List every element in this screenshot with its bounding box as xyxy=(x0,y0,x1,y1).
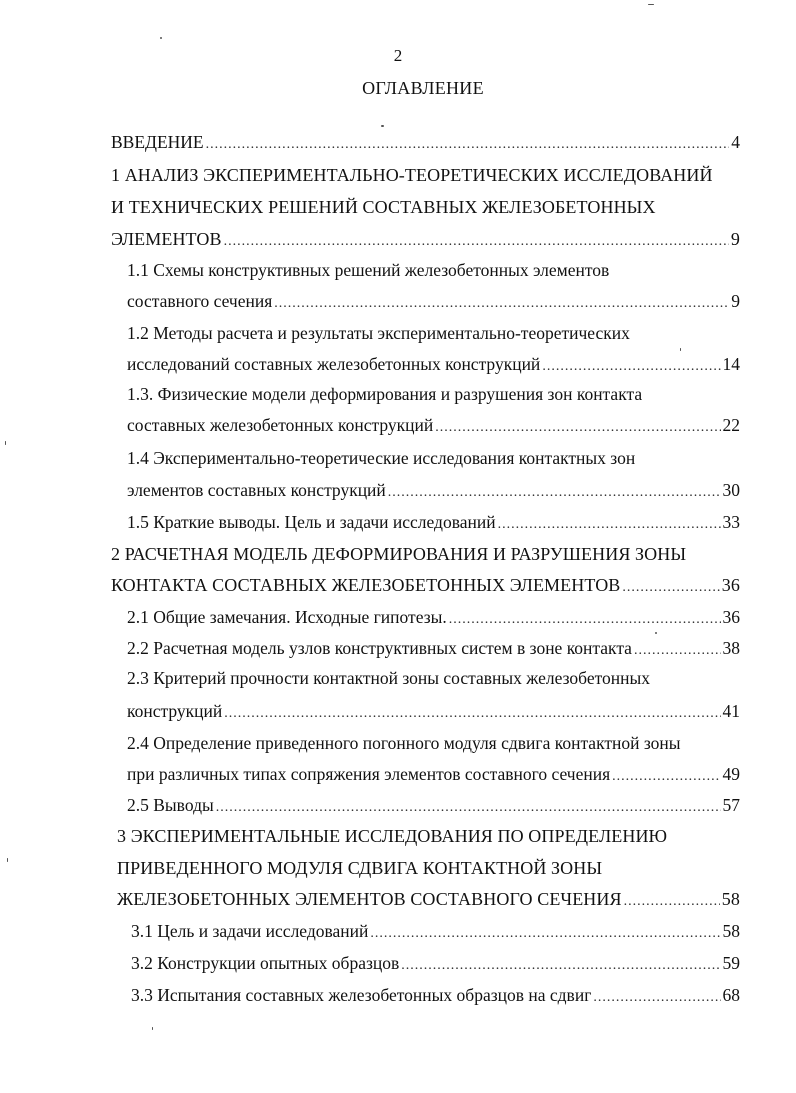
toc-entry xyxy=(131,952,740,977)
toc-entry xyxy=(117,857,602,879)
toc-entry-title: 1.5 Краткие выводы. Цель и задачи исследований xyxy=(127,512,496,532)
dot-leader xyxy=(542,356,720,378)
toc-entry-page: 58 xyxy=(721,889,740,909)
toc-entry xyxy=(127,732,681,754)
toc-entry-title: 1.1 Схемы конструктивных решений железобетонных элементов xyxy=(127,260,610,280)
toc-entry-title: 2.1 Общие замечания. Исходные гипотезы. xyxy=(127,607,447,627)
toc-entry-page: 4 xyxy=(731,132,740,152)
dot-leader xyxy=(388,482,721,504)
toc-entry xyxy=(127,290,740,315)
toc-entry-title: 3.1 Цель и задачи исследований xyxy=(131,921,369,941)
toc-entry-title: 2.4 Определение приведенного погонного модуля сдвига контактной зоны xyxy=(127,733,681,753)
toc-entry-title: 1 АНАЛИЗ ЭКСПЕРИМЕНТАЛЬНО-ТЕОРЕТИЧЕСКИХ ИССЛЕДОВАНИЙ xyxy=(111,165,713,185)
toc-entry xyxy=(127,479,740,504)
toc-entry-page: 49 xyxy=(722,764,740,784)
toc-entry xyxy=(127,606,740,631)
scan-speck xyxy=(648,4,654,5)
toc-entry xyxy=(111,131,740,156)
toc-entry xyxy=(127,511,740,536)
dot-leader xyxy=(206,134,730,156)
toc-entry xyxy=(131,984,740,1009)
toc-entry xyxy=(127,322,630,344)
toc-entry-title: 2.2 Расчетная модель узлов конструктивных систем в зоне контакта xyxy=(127,638,632,658)
toc-entry-page: 22 xyxy=(722,415,740,435)
scan-speck xyxy=(381,125,384,127)
scan-speck xyxy=(5,441,6,445)
toc-entry-page: 9 xyxy=(730,229,740,249)
toc-entry-title: 1.3. Физические модели деформирования и разрушения зон контакта xyxy=(127,384,643,404)
page-title: ОГЛАВЛЕНИЕ xyxy=(362,78,484,98)
toc-entry xyxy=(111,164,713,186)
toc-entry-title: составных железобетонных конструкций xyxy=(127,415,434,435)
toc-entry-title: 1.4 Экспериментально-теоретические исследования контактных зон xyxy=(127,448,636,468)
toc-entry xyxy=(127,763,740,788)
toc-entry-title: ПРИВЕДЕННОГО МОДУЛЯ СДВИГА КОНТАКТНОЙ ЗОНЫ xyxy=(117,858,603,878)
toc-entry-page: 30 xyxy=(722,480,740,500)
toc-entry-title: составного сечения xyxy=(127,291,273,311)
scan-speck xyxy=(655,632,657,634)
toc-entry-page: 68 xyxy=(722,985,740,1005)
toc-entry-title: конструкций xyxy=(127,701,223,721)
toc-entry-page: 36 xyxy=(721,575,740,595)
toc-entry xyxy=(127,637,740,662)
toc-entry-title: И ТЕХНИЧЕСКИХ РЕШЕНИЙ СОСТАВНЫХ ЖЕЛЕЗОБЕТОННЫХ xyxy=(111,197,656,217)
scan-speck xyxy=(152,1027,153,1030)
toc-entry xyxy=(111,574,740,599)
toc-entry-page: 38 xyxy=(722,638,740,658)
toc-entry-title: ЖЕЛЕЗОБЕТОННЫХ ЭЛЕМЕНТОВ СОСТАВНОГО СЕЧЕНИЯ xyxy=(117,889,622,909)
dot-leader xyxy=(593,987,720,1009)
dot-leader xyxy=(498,514,721,536)
dot-leader xyxy=(449,609,721,631)
toc-entry-title: КОНТАКТА СОСТАВНЫХ ЖЕЛЕЗОБЕТОННЫХ ЭЛЕМЕНТОВ xyxy=(111,575,621,595)
scan-speck xyxy=(160,37,162,39)
dot-leader xyxy=(435,417,720,439)
scan-speck xyxy=(7,858,8,862)
toc-entry-title: элементов составных конструкций xyxy=(127,480,386,500)
toc-entry-title: ВВЕДЕНИЕ xyxy=(111,132,204,152)
toc-entry xyxy=(117,825,667,847)
dot-leader xyxy=(370,923,720,945)
dot-leader xyxy=(612,766,720,788)
toc-entry xyxy=(111,228,740,253)
toc-entry-title: 3 ЭКСПЕРИМЕНТАЛЬНЫЕ ИССЛЕДОВАНИЯ ПО ОПРЕДЕЛЕНИЮ xyxy=(117,826,668,846)
toc-entry-page: 14 xyxy=(722,354,740,374)
toc-entry-title: 2.5 Выводы xyxy=(127,795,214,815)
toc-entry xyxy=(127,700,740,725)
toc-entry xyxy=(127,794,740,819)
dot-leader xyxy=(624,891,720,913)
dot-leader xyxy=(224,231,729,253)
toc-entry-page: 41 xyxy=(722,701,740,721)
dot-leader xyxy=(274,293,729,315)
toc-entry xyxy=(127,353,740,378)
toc-entry-title: 2 РАСЧЕТНАЯ МОДЕЛЬ ДЕФОРМИРОВАНИЯ И РАЗРУШЕНИЯ ЗОНЫ xyxy=(111,544,687,564)
toc-entry xyxy=(111,196,656,218)
dot-leader xyxy=(401,955,720,977)
page-number: 2 xyxy=(393,46,403,65)
toc-entry xyxy=(127,383,642,405)
toc-entry xyxy=(127,259,609,281)
toc-entry-title: ЭЛЕМЕНТОВ xyxy=(111,229,222,249)
dot-leader xyxy=(634,640,721,662)
toc-entry-page: 58 xyxy=(722,921,740,941)
scan-speck xyxy=(680,348,681,351)
toc-entry-title: при различных типах сопряжения элементов составного сечения xyxy=(127,764,611,784)
toc-entry-page: 33 xyxy=(722,512,740,532)
dot-leader xyxy=(622,577,719,599)
toc-entry-page: 59 xyxy=(722,953,740,973)
toc-entry xyxy=(127,414,740,439)
toc-entry-page: 9 xyxy=(731,291,740,311)
dot-leader xyxy=(216,797,721,819)
toc-entry xyxy=(117,888,740,913)
toc-entry-page: 36 xyxy=(722,607,740,627)
toc-entry xyxy=(127,667,650,689)
toc-entry-title: 1.2 Методы расчета и результаты экспериментально-теоретических xyxy=(127,323,630,343)
toc-entry-title: 3.2 Конструкции опытных образцов xyxy=(131,953,400,973)
toc-entry-title: исследований составных железобетонных конструкций xyxy=(127,354,541,374)
toc-entry xyxy=(111,543,686,565)
toc-entry-title: 2.3 Критерий прочности контактной зоны составных железобетонных xyxy=(127,668,651,688)
toc-entry-title: 3.3 Испытания составных железобетонных образцов на сдвиг xyxy=(131,985,592,1005)
toc-entry xyxy=(131,920,740,945)
toc-entry xyxy=(127,447,635,469)
toc-entry-page: 57 xyxy=(722,795,740,815)
dot-leader xyxy=(224,703,720,725)
